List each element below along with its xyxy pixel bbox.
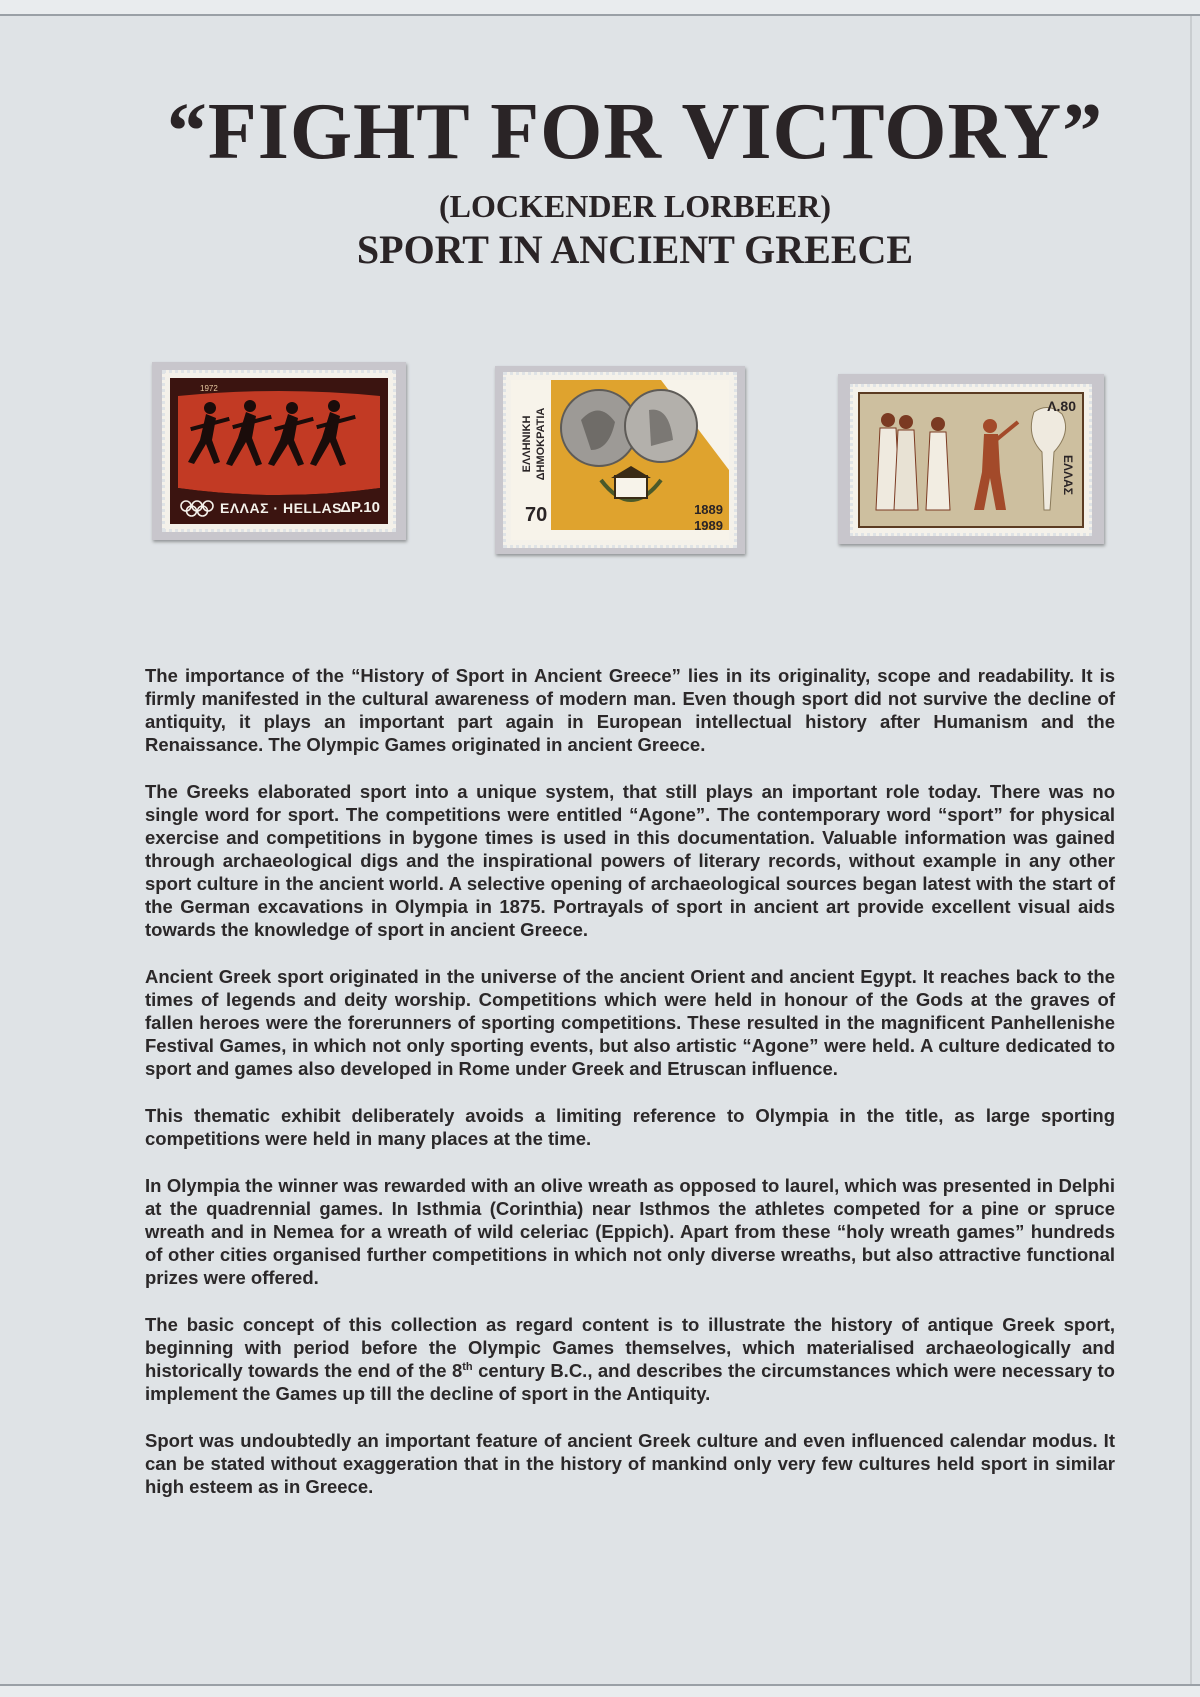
- stamp-coins: [511, 380, 729, 540]
- stamp-coins-year-end: 1989: [694, 518, 723, 533]
- stamp-runners-country: ΕΛΛΑΣ · HELLAS: [220, 500, 342, 516]
- stamp-coins-country-1: ΕΛΛΗΝΙΚΗ: [521, 415, 533, 473]
- paragraph-conclusion: Sport was undoubtedly an important feature of ancient Greek culture and even influenced calendar modus. It can be stated without exaggeration that in the history of mankind only very few cultures held sport in similar high esteem as in Greece.: [145, 1430, 1115, 1497]
- paragraph-wreaths: In Olympia the winner was rewarded with an olive wreath as opposed to laurel, which was presented in Delphi at the quadrennial games. In Isthmia (Corinthia) near Isthmos the athletes competed for a pine or spruce wreath and in Nemea for a wreath of wild celeriac (Eppich). Apart from these “holy wreath games” hundreds of other cities organised further competitions in which not only diverse wreaths, but also attractive functional prizes were offered.: [145, 1175, 1115, 1288]
- paragraph-importance: The importance of the “History of Sport in Ancient Greece” lies in its originality, scope and readability. It is firmly manifested in the cultural awareness of modern man. Even though sport did not survive the decline of antiquity, it plays an important part again in European intellectual history after Humanism and the Renaissance. The Olympic Games originated in ancient Greece.: [145, 665, 1115, 755]
- stamp-runners-value: ΔΡ.10: [340, 499, 380, 516]
- exhibit-introduction: [145, 664, 1115, 1522]
- paragraph-concept: [145, 1313, 1115, 1405]
- stamp-crowning-country: ΕΛΛΑΣ: [1061, 455, 1075, 495]
- paragraph-concept-part-2: century B.C., and describes the circumstances which were necessary to implement the Games up till the decline of sport in the Antiquity.: [145, 1360, 1115, 1404]
- stamp-runners: [170, 378, 388, 524]
- ordinal-suffix: th: [462, 1360, 473, 1373]
- stamp-crowning: [858, 392, 1084, 528]
- stamp-coins-year-start: 1889: [694, 502, 723, 517]
- stamp-runners-year: 1972: [200, 384, 218, 393]
- album-page: [0, 14, 1200, 1686]
- header: [0, 86, 1200, 274]
- page-title: “FIGHT FOR VICTORY”: [166, 88, 1104, 176]
- stamp-mount-crowning: [838, 374, 1104, 544]
- stamp-coins-country-2: ΔΗΜΟΚΡΑΤΙΑ: [535, 407, 547, 481]
- stamp-crowning-value: Λ.80: [1047, 398, 1076, 414]
- stamp-mount-runners: [152, 362, 406, 540]
- page-subtitle-german: (LOCKENDER LORBEER): [438, 188, 832, 224]
- paragraph-title-note: This thematic exhibit deliberately avoids a limiting reference to Olympia in the title, as large sporting competitions were held in many places at the time.: [145, 1105, 1115, 1149]
- stamp-coins-value: 70: [525, 504, 548, 526]
- paragraph-concept-part-1: The basic concept of this collection as regard content is to illustrate the history of antique Greek sport, beginning with period before the Olympic Games themselves, which materialised archaeologically and historically towards the end of the 8: [145, 1314, 1115, 1381]
- paragraph-origins: Ancient Greek sport originated in the universe of the ancient Orient and ancient Egypt. It reaches back to the times of legends and deity worship. Competitions which were held in honour of the Gods at the graves of fallen heroes were the forerunners of sporting competitions. These resulted in the magnificent Panhellenishe Festival Games, in which not only sporting events, but also artistic “Agone” were held. A culture dedicated to sport and games also developed in Rome under Greek and Etruscan influence.: [145, 966, 1115, 1079]
- stamp-mount-coins: [495, 366, 745, 554]
- page-subtitle: SPORT IN ANCIENT GREECE: [356, 227, 914, 272]
- paragraph-greek-system: The Greeks elaborated sport into a unique system, that still plays an important role today. There was no single word for sport. The competitions were entitled “Agone”. The contemporary word “sport” for physical exercise and competitions in bygone times is used in this documentation. Valuable information was gained through archaeological digs and the inspirational powers of literary records, without example in any other sport culture in the ancient world. A selective opening of archaeological sources began latest with the start of the German excavations in Olympia in 1875. Portrayals of sport in ancient art provide excellent visual aids towards the knowledge of sport in ancient Greece.: [145, 781, 1115, 940]
